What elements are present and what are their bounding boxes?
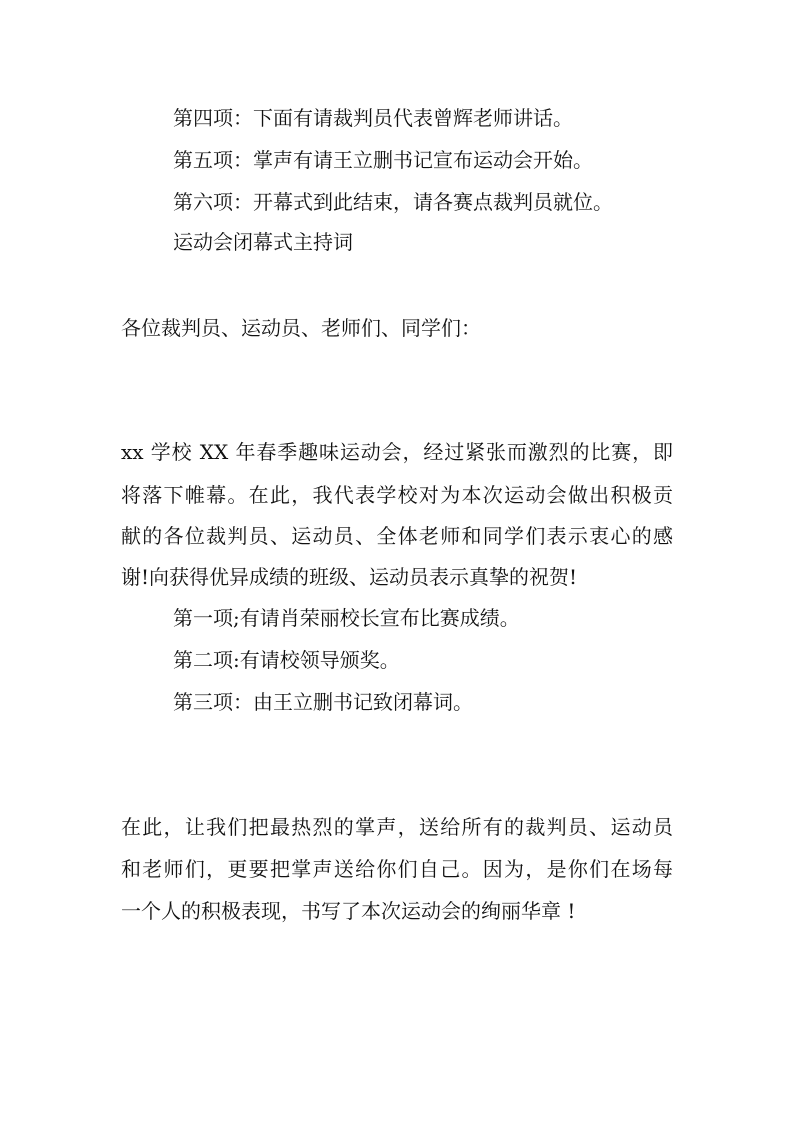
intro-paragraph-line: xx 学校 XX 年春季趣味运动会，经过紧张而激烈的比赛，即 bbox=[121, 440, 673, 464]
final-paragraph-line: 和老师们，更要把掌声送给你们自己。因为，是你们在场每 bbox=[121, 857, 673, 881]
closing-item-2: 第二项:有请校领导颁奖。 bbox=[173, 648, 400, 672]
intro-paragraph-line: 将落下帷幕。在此，我代表学校对为本次运动会做出积极贡 bbox=[121, 483, 673, 507]
opening-item-6: 第六项：开幕式到此结束，请各赛点裁判员就位。 bbox=[173, 190, 613, 214]
final-paragraph-line: 一个人的积极表现，书写了本次运动会的绚丽华章 ! bbox=[121, 899, 576, 923]
salutation: 各位裁判员、运动员、老师们、同学们： bbox=[121, 316, 481, 340]
closing-item-3: 第三项：由王立删书记致闭幕词。 bbox=[173, 690, 473, 714]
closing-item-1: 第一项;有请肖荣丽校长宣布比赛成绩。 bbox=[173, 606, 520, 630]
opening-item-5: 第五项：掌声有请王立删书记宣布运动会开始。 bbox=[173, 148, 593, 172]
intro-paragraph-line: 献的各位裁判员、运动员、全体老师和同学们表示衷心的感 bbox=[121, 524, 673, 548]
closing-ceremony-title: 运动会闭幕式主持词 bbox=[173, 230, 353, 254]
intro-paragraph-line: 谢!向获得优异成绩的班级、运动员表示真挚的祝贺! bbox=[121, 565, 578, 589]
final-paragraph-line: 在此，让我们把最热烈的掌声，送给所有的裁判员、运动员 bbox=[121, 815, 673, 839]
opening-item-4: 第四项：下面有请裁判员代表曾辉老师讲话。 bbox=[173, 106, 573, 130]
